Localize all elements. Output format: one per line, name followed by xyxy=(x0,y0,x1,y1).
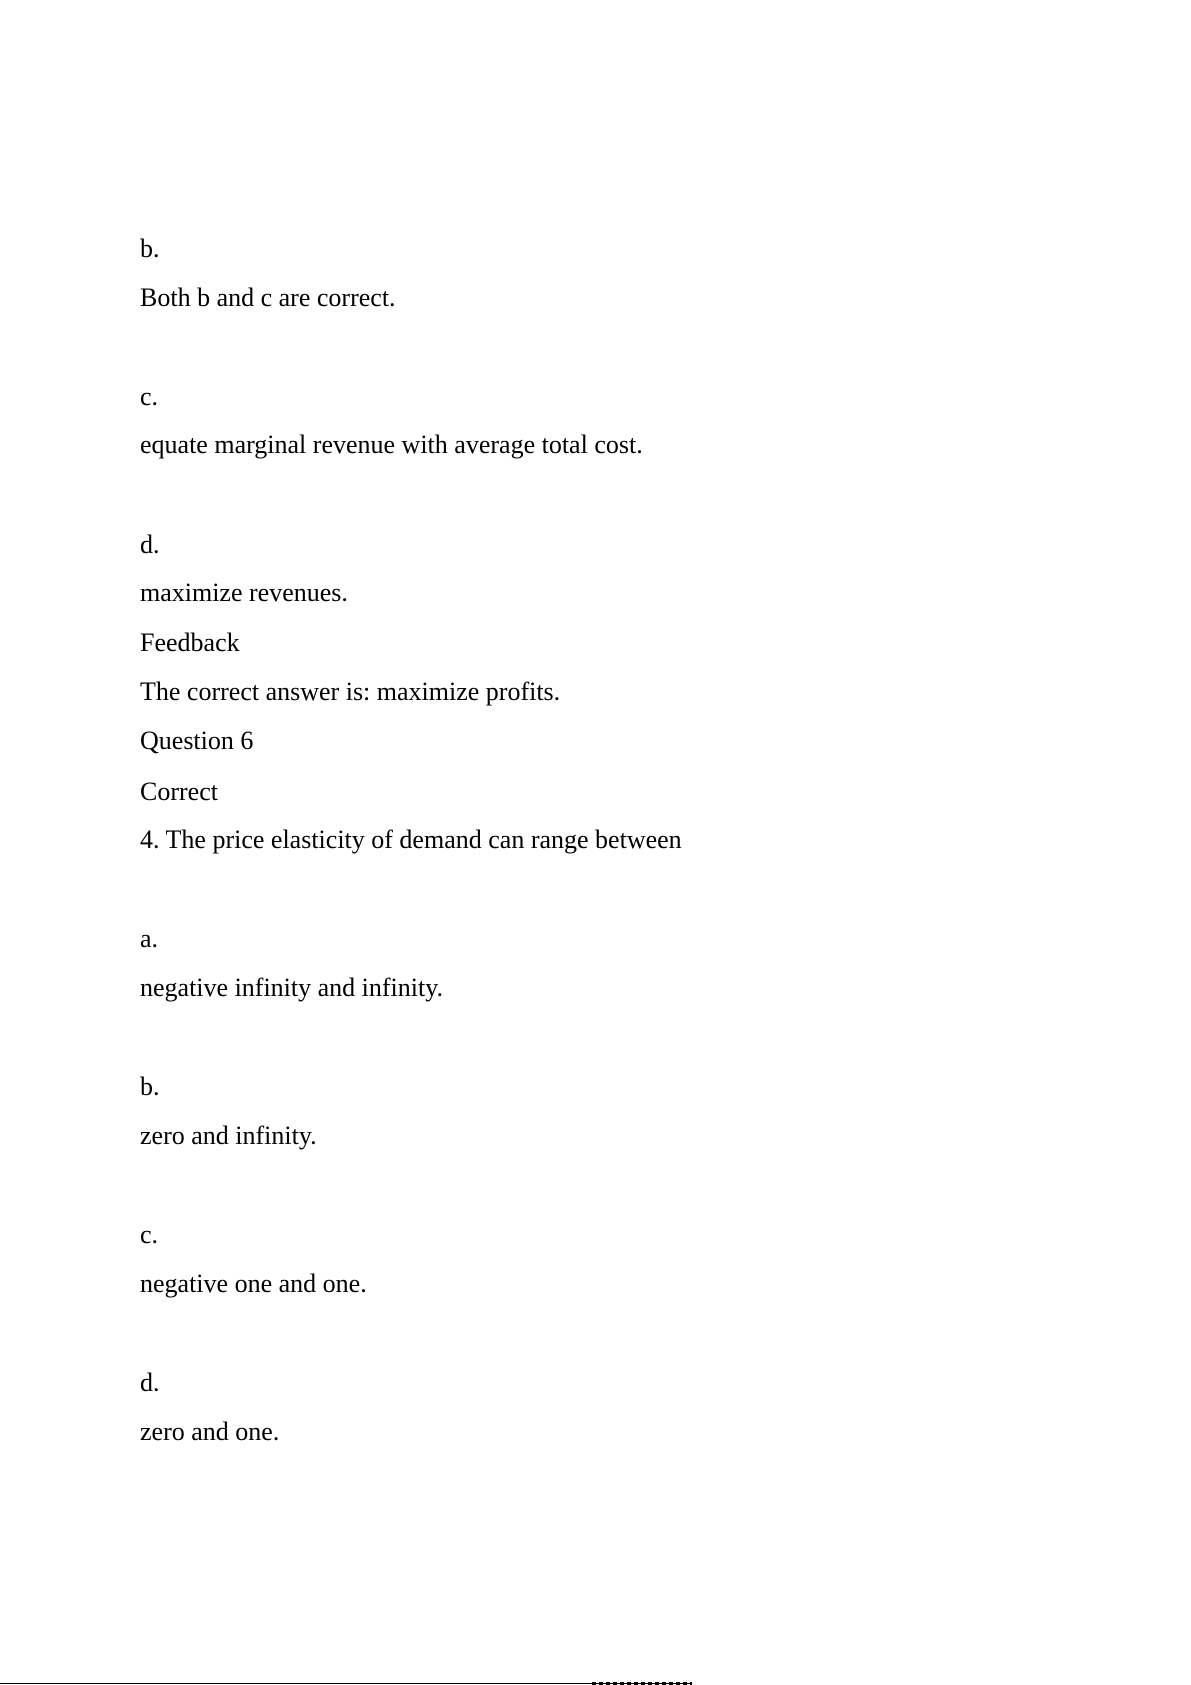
option-text-d: maximize revenues. xyxy=(140,578,348,607)
option-letter-d: d. xyxy=(140,530,160,559)
feedback-label: Feedback xyxy=(140,628,240,657)
option-text-b: Both b and c are correct. xyxy=(140,283,396,312)
option-letter-c: c. xyxy=(140,382,159,411)
option-letter-b: b. xyxy=(140,234,160,263)
option-text-d: zero and one. xyxy=(140,1417,280,1446)
question-status: Correct xyxy=(140,777,218,806)
page-bottom-rule xyxy=(0,1683,692,1684)
option-letter-b: b. xyxy=(140,1072,160,1101)
option-letter-c: c. xyxy=(140,1220,159,1249)
option-text-c: equate marginal revenue with average total cost. xyxy=(140,430,643,459)
question-label: Question 6 xyxy=(140,726,254,755)
option-letter-a: a. xyxy=(140,924,159,953)
feedback-text: The correct answer is: maximize profits. xyxy=(140,677,561,706)
option-text-b: zero and infinity. xyxy=(140,1121,317,1150)
option-letter-d: d. xyxy=(140,1368,160,1397)
question-prompt: 4. The price elasticity of demand can range between xyxy=(140,825,682,854)
option-text-a: negative infinity and infinity. xyxy=(140,973,444,1002)
option-text-c: negative one and one. xyxy=(140,1269,367,1298)
